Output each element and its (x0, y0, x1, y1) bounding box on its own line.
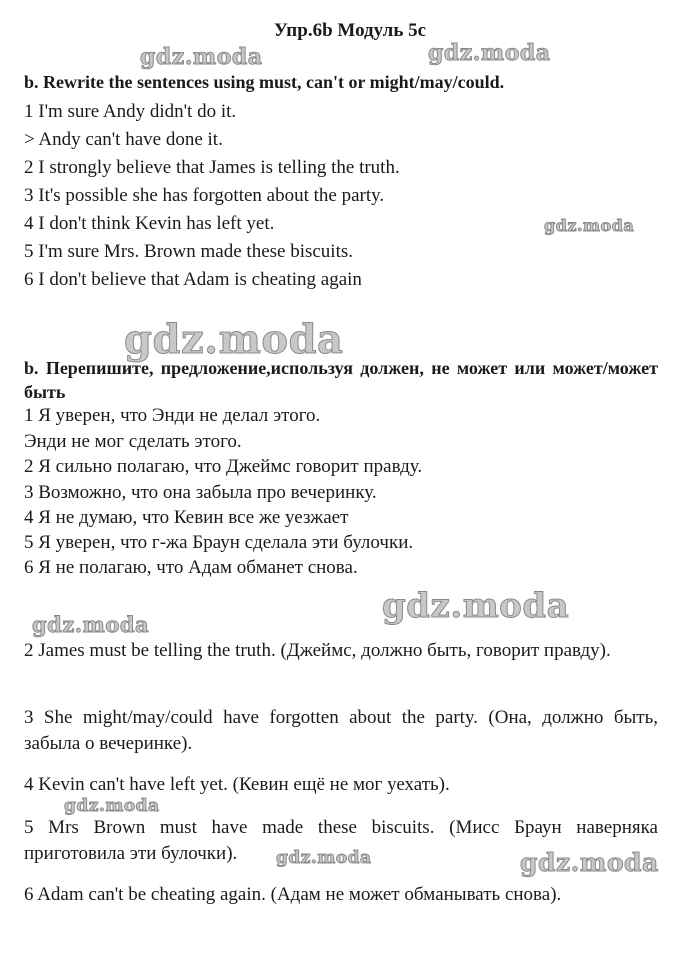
english-line: 6 I don't believe that Adam is cheating again (24, 269, 362, 290)
english-line: 1 I'm sure Andy didn't do it. (24, 101, 237, 122)
english-line: > Andy can't have done it. (24, 129, 223, 150)
english-task-heading: b. Rewrite the sentences using must, can't or might/may/could. (24, 72, 505, 92)
english-line: 3 It's possible she has forgotten about the party. (24, 185, 385, 206)
answer-item: 2 James must be telling the truth. (Джеймс, должно быть, говорит правду). (24, 640, 611, 661)
page-title: Упр.6b Модуль 5с (273, 20, 427, 41)
russian-line: 6 Я не полагаю, что Адам обманет снова. (24, 557, 358, 578)
watermark: gdz.moda (428, 40, 551, 66)
watermark: gdz.moda (382, 586, 570, 626)
russian-line: 1 Я уверен, что Энди не делал этого. (24, 405, 321, 426)
russian-line: 3 Возможно, что она забыла про вечеринку. (24, 482, 377, 503)
russian-line: 5 Я уверен, что г-жа Браун сделала эти булочки. (24, 532, 414, 553)
english-line: 4 I don't think Kevin has left yet. (24, 213, 275, 234)
english-line: 2 I strongly believe that James is telling the truth. (24, 157, 400, 178)
watermark: gdz.moda (276, 848, 372, 868)
watermark: gdz.moda (64, 796, 160, 816)
english-line: 5 I'm sure Mrs. Brown made these biscuits. (24, 241, 354, 262)
answer-item: 4 Kevin can't have left yet. (Кевин ещё не мог уехать). (24, 774, 450, 795)
russian-line: Энди не мог сделать этого. (24, 431, 242, 452)
watermark: gdz.moda (124, 316, 344, 363)
russian-line: 2 Я сильно полагаю, что Джеймс говорит правду. (24, 456, 423, 477)
answer-item: 3 She might/may/could have forgotten about the party. (Она, должно быть, забыла о вечеринке). (24, 707, 658, 754)
watermark: gdz.moda (140, 44, 263, 70)
answer-item: 6 Adam can't be cheating again. (Адам не может обманывать снова). (24, 884, 562, 905)
russian-task-heading: b. Перепишите, предложение,используя должен, не может или может/может быть (24, 358, 658, 402)
watermark: gdz.moda (544, 216, 635, 235)
watermark: gdz.moda (32, 612, 150, 637)
answer-item: 5 Mrs Brown must have made these biscuits. (Мисс Браун наверняка приготовила эти булочки). (24, 817, 658, 864)
russian-line: 4 Я не думаю, что Кевин все же уезжает (24, 507, 349, 528)
watermark: gdz.moda (520, 848, 659, 877)
